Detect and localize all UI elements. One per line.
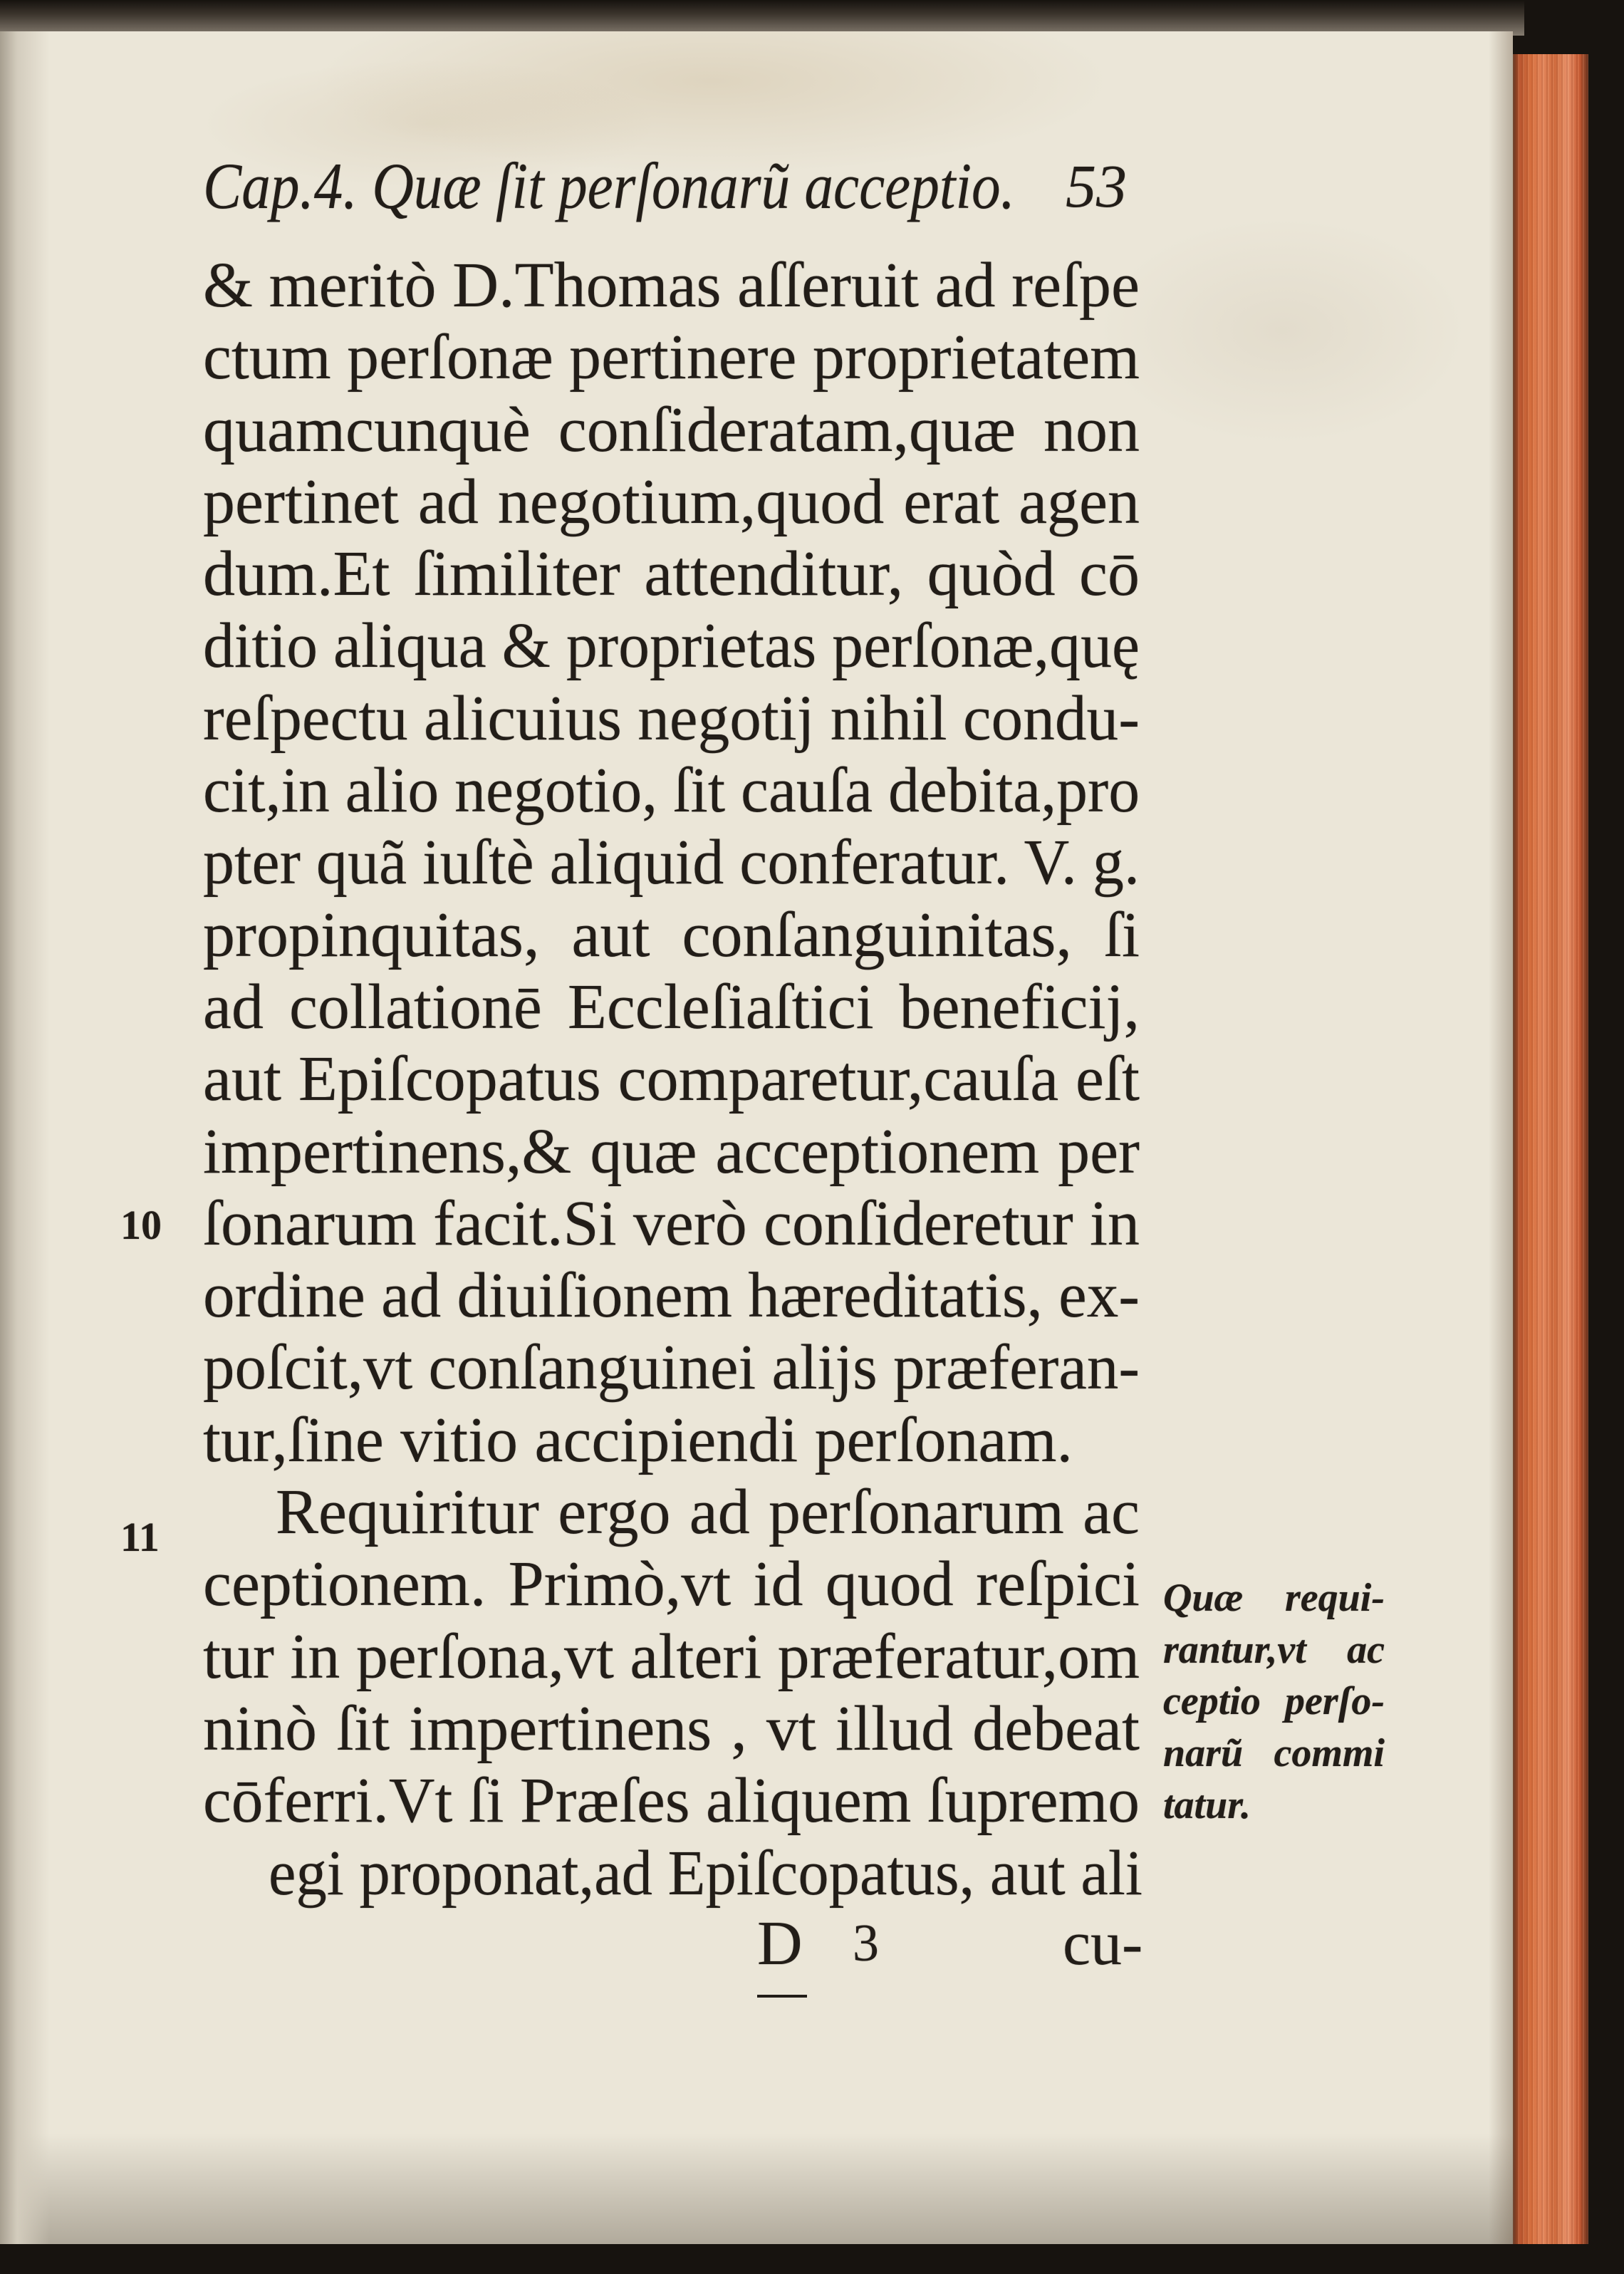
text-line: ſonarum facit.Si verò conſideretur in	[203, 1188, 1140, 1259]
text-line: pter quã iuſtè aliquid conferatur. V. g.	[203, 827, 1140, 898]
text-line: ordine ad diuiſionem hæreditatis, ex-	[203, 1260, 1140, 1331]
text-line: & meritò D.Thomas aſſeruit ad reſpe	[203, 250, 1140, 321]
text-line: quamcunquè conſideratam,quæ non	[203, 394, 1140, 465]
text-line: egi proponat,ad Epiſcopatus, aut ali	[269, 1837, 1142, 1909]
text-line: cōferri.Vt ſi Præſes aliquem ſupremo	[203, 1765, 1140, 1837]
text-line: reſpectu alicuius negotij nihil condu-	[203, 682, 1140, 754]
margin-paragraph-number: 11	[120, 1514, 160, 1560]
marginal-note-line: tatur.	[1163, 1782, 1251, 1827]
text-line: impertinens,& quæ acceptionem per	[203, 1116, 1140, 1187]
marginal-note-line: ceptio perſo-	[1163, 1679, 1385, 1724]
signature-number: 3	[853, 1914, 879, 1973]
catchword: cu-	[1063, 1909, 1143, 1978]
text-line: propinquitas, aut conſanguinitas, ſi	[203, 899, 1140, 970]
text-line: poſcit,vt conſanguinei alijs præferan-	[203, 1332, 1140, 1403]
text-line: pertinet ad negotium,quod erat agen	[203, 466, 1140, 537]
body-text	[203, 249, 1143, 1909]
running-head-title: Cap.4. Quæ ſit perſonarũ acceptio.	[203, 150, 1016, 222]
marginal-note-line: rantur,vt ac	[1163, 1627, 1385, 1672]
text-line: ninò ſit impertinens , vt illud debeat	[203, 1693, 1140, 1764]
text-line: tur in perſona,vt alteri præferatur,om	[203, 1621, 1140, 1692]
marginal-note-line: narũ commi	[1163, 1731, 1385, 1776]
text-line: ctum perſonæ pertinere proprietatem	[203, 322, 1140, 393]
text-line: ceptionem. Primò,vt id quod reſpici	[203, 1549, 1140, 1620]
marginal-note	[1163, 1572, 1391, 1831]
paragraph-first-line: Requiritur ergo ad perſonarum ac	[276, 1477, 1140, 1548]
text-line: aut Epiſcopatus comparetur,cauſa eſt	[203, 1044, 1140, 1115]
text-line: dum.Et ſimiliter attenditur, quòd cō	[203, 539, 1140, 610]
text-line: cit,in alio negotio, ſit cauſa debita,pro	[203, 755, 1140, 826]
margin-paragraph-number: 10	[120, 1202, 162, 1248]
page-number: 53	[1066, 152, 1127, 220]
marginal-note-line: Quæ requi-	[1163, 1576, 1385, 1620]
signature-underline	[757, 1995, 807, 1998]
top-edge-shadow	[0, 0, 1524, 36]
red-page-edges	[1513, 54, 1588, 2244]
text-line: ad collationē Eccleſiaſtici beneficij,	[203, 971, 1140, 1042]
text-line: ditio aliqua & proprietas perſonæ,quę	[203, 611, 1140, 682]
signature-mark: D	[757, 1909, 803, 1978]
text-line: tur,ſine vitio accipiendi perſonam.	[203, 1404, 1073, 1475]
